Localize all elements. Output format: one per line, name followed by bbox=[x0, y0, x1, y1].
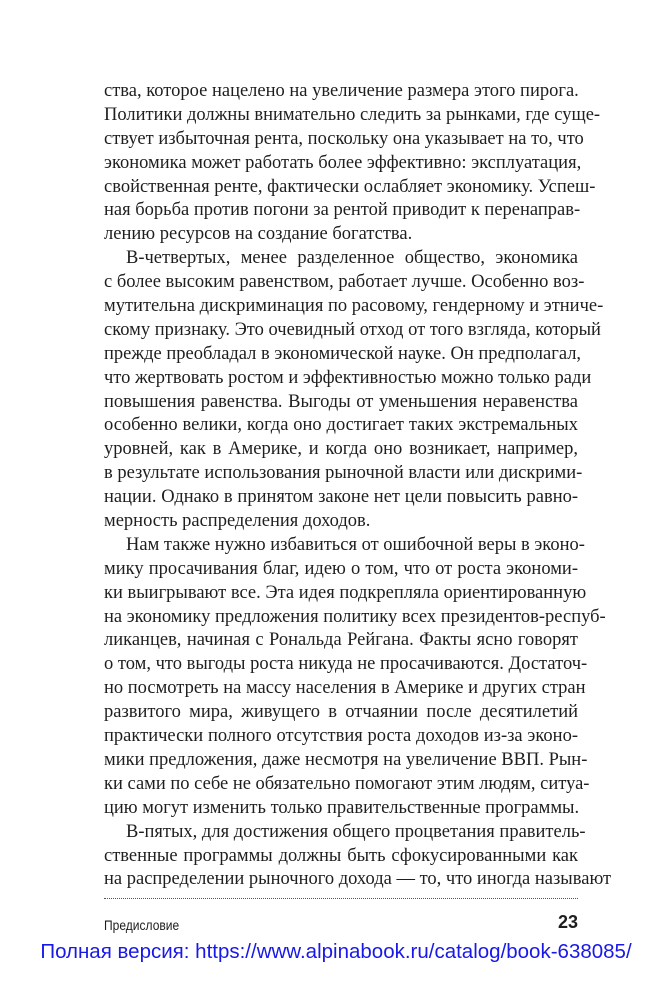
text-line: повышения равенства. Выгоды от уменьшения неравенства bbox=[104, 391, 578, 412]
full-version-link[interactable]: Полная версия: https://www.alpinabook.ru/catalog/book-638085/ bbox=[40, 940, 632, 963]
footer-divider bbox=[104, 898, 578, 899]
text-line: ства, которое нацелено на увеличение размера этого пирога. bbox=[104, 81, 579, 101]
text-line: ственные программы должны быть сфокусированными как bbox=[104, 845, 578, 866]
text-line: мерность распределения доходов. bbox=[104, 511, 371, 532]
text-line: свойственная ренте, фактически ослабляет экономику. Успеш- bbox=[104, 176, 596, 197]
text-line: особенно велики, когда оно достигает таких экстремальных bbox=[104, 415, 578, 436]
text-line: что жертвовать ростом и эффективностью можно только ради bbox=[104, 367, 592, 388]
text-line: ликанцев, начиная с Рональда Рейгана. Факты ясно говорят bbox=[104, 630, 578, 651]
page-body bbox=[104, 80, 612, 892]
page-number: 23 bbox=[557, 912, 578, 932]
text-line: уровней, как в Америке, и когда оно возникает, например, bbox=[104, 439, 578, 460]
text-line: лению ресурсов на создание богатства. bbox=[104, 224, 413, 245]
text-line: ки сами по себе не обязательно помогают этим людям, ситуа- bbox=[104, 773, 590, 794]
text-line: на распределении рыночного дохода — то, что иногда называют bbox=[104, 869, 612, 890]
text-line: мику просачивания благ, идею о том, что от роста экономи- bbox=[104, 558, 578, 579]
text-line: ствует избыточная рента, поскольку она указывает на то, что bbox=[104, 128, 584, 149]
paragraph-first-line: В-пятых, для достижения общего процветания правитель- bbox=[126, 821, 586, 842]
text-line: практически полного отсутствия роста доходов из-за эконо- bbox=[104, 726, 578, 747]
running-footer-title: Предисловие bbox=[104, 917, 180, 933]
text-line: экономика может работать более эффективно: эксплуатация, bbox=[104, 152, 582, 173]
text-line: Политики должны внимательно следить за рынками, где суще- bbox=[104, 104, 601, 125]
text-line: мутительна дискриминация по расовому, гендерному и этниче- bbox=[104, 296, 604, 317]
text-line: с более высоким равенством, работает лучше. Особенно воз- bbox=[104, 272, 585, 293]
text-line: на экономику предложения политику всех президентов-респуб- bbox=[104, 606, 606, 627]
text-line: нации. Однако в принятом законе нет цели повысить равно- bbox=[104, 487, 578, 508]
paragraph-first-line: Нам также нужно избавиться от ошибочной веры в эконо- bbox=[126, 534, 585, 555]
text-line: мики предложения, даже несмотря на увеличение ВВП. Рын- bbox=[104, 749, 588, 770]
paragraph-first-line: В-четвертых, менее разделенное общество, экономика bbox=[126, 248, 578, 269]
text-line: но посмотреть на массу населения в Америке и других стран bbox=[104, 678, 586, 699]
text-line: развитого мира, живущего в отчаянии после десятилетий bbox=[104, 702, 578, 723]
text-line: ки выигрывают все. Эта идея подкрепляла ориентированную bbox=[104, 582, 587, 603]
text-line: о том, что выгоды роста никуда не просачиваются. Достаточ- bbox=[104, 654, 588, 675]
text-line: прежде преобладал в экономической науке. Он предполагал, bbox=[104, 343, 582, 364]
text-line: в результате использования рыночной власти или дискрими- bbox=[104, 463, 583, 484]
text-line: цию могут изменить только правительственные программы. bbox=[104, 797, 580, 818]
text-line: скому признаку. Это очевидный отход от того взгляда, который bbox=[104, 319, 601, 340]
text-line: ная борьба против погони за рентой приводит к перенаправ- bbox=[104, 200, 581, 221]
